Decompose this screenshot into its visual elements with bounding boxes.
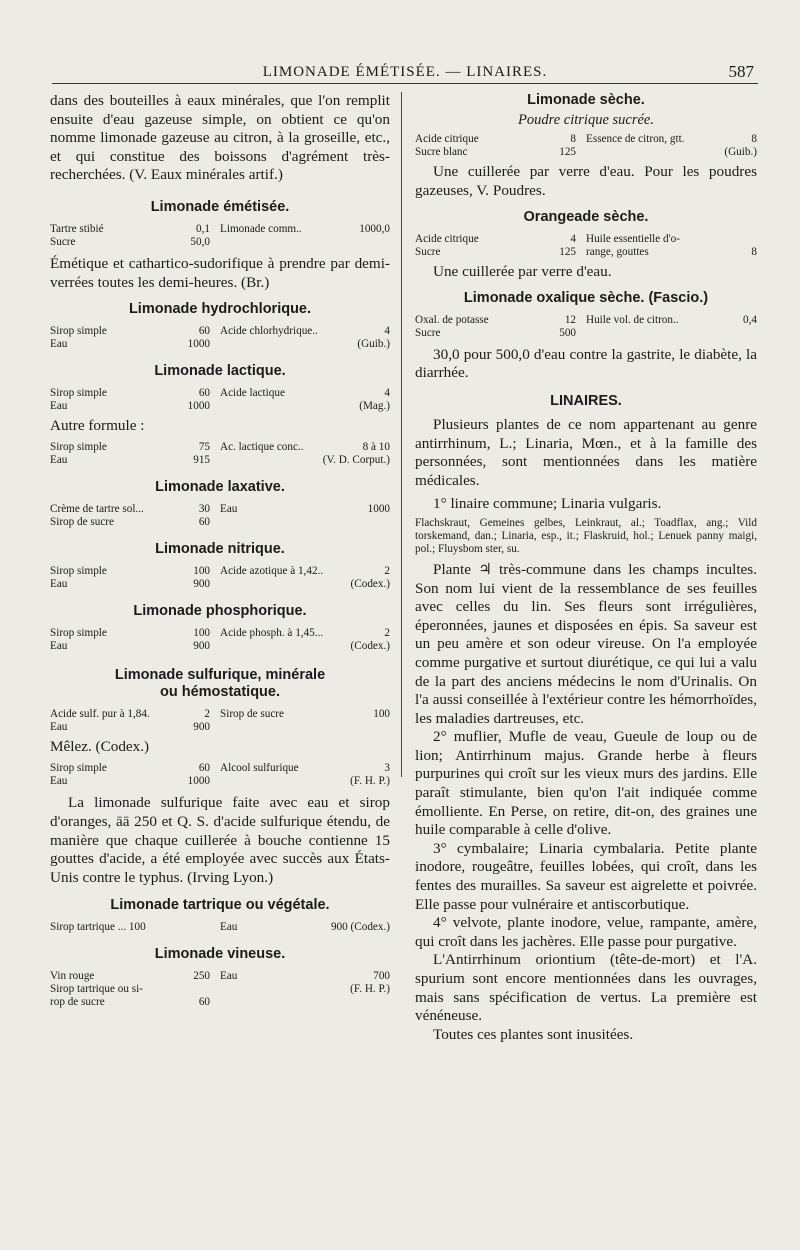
- ingredient-name: Sucre: [50, 235, 76, 248]
- recipe-cell: [50, 970, 220, 983]
- ingredient-name: Tartre stibié: [50, 222, 104, 235]
- ingredient-name: Sucre: [415, 246, 441, 259]
- recipe-table: [50, 325, 390, 351]
- recipe-cell: [50, 996, 220, 1009]
- ingredient-name: Acide citrique: [415, 133, 479, 145]
- ingredient-quantity: 4: [570, 233, 576, 246]
- recipe-cell: [220, 983, 390, 996]
- page-header: [52, 60, 758, 84]
- section-paragraph: Une cuillerée par verre d'eau.: [433, 263, 612, 281]
- section-title: Limonade hydrochlorique.: [128, 301, 312, 318]
- recipe-table: [50, 565, 390, 591]
- ingredient-quantity: 8 à 10: [362, 440, 390, 453]
- recipe-row: [50, 970, 390, 983]
- recipe-row: [50, 338, 390, 351]
- ingredient-name: Sirop simple: [50, 762, 107, 775]
- section-paragraph: 3° cymbalaire; Linaria cymbalaria. Petite plante inodore, rougeâtre, feuilles lobées, qui croît, dans les fentes des murailles. Sa saveur est aigrelette et poivrée. Elle passe pour vulnéraire et antiscorbutique.: [415, 839, 757, 913]
- recipe-cell: [50, 516, 220, 529]
- recipe-row: [50, 640, 390, 653]
- ingredient-quantity: (Guib.): [724, 146, 757, 158]
- recipe-cell: [50, 721, 220, 734]
- section-paragraph: Autre formule :: [50, 417, 145, 435]
- recipe-cell: [50, 503, 220, 516]
- section-paragraph: Mêlez. (Codex.): [50, 737, 150, 755]
- ingredient-name: Acide phosph. à 1,45...: [220, 626, 324, 639]
- recipe-table: [50, 387, 390, 413]
- recipe-cell: [50, 578, 220, 591]
- recipe-cell: [50, 983, 220, 996]
- section-title: Orangeade sèche.: [523, 209, 649, 226]
- recipe-cell: [220, 441, 390, 454]
- ingredient-name: Eau: [220, 502, 238, 515]
- ingredient-name: Limonade comm..: [220, 222, 302, 235]
- ingredient-name: Sirop de sucre: [50, 515, 115, 528]
- ingredient-quantity: 700: [373, 970, 390, 983]
- section-paragraph: 30,0 pour 500,0 d'eau contre la gastrite, le diabète, la diarrhée.: [415, 345, 757, 382]
- recipe-row: [50, 775, 390, 788]
- ingredient-quantity: 0,4: [743, 313, 757, 326]
- recipe-cell: [50, 325, 220, 338]
- ingredient-quantity: 4: [384, 325, 390, 338]
- recipe-cell: [586, 327, 757, 340]
- recipe-cell: [50, 441, 220, 454]
- ingredient-quantity: 30: [198, 502, 210, 515]
- section-paragraph: 2° muflier, Mufle de veau, Gueule de loup ou de lion; Antirrhinum majus. Grande herbe à fleurs purpurines qui croît sur les vieux murs des jardins. Elle paraît stimulante, bien qu'on l'ait indiquée comme émolliente. En Perse, on retire, dit-on, des graines une huile comparable à celle d'olive.: [415, 728, 757, 839]
- right-column: [415, 92, 757, 1044]
- section-title: Limonade émétisée.: [150, 198, 290, 215]
- ingredient-name: Eau: [50, 400, 68, 413]
- ingredient-quantity: (Codex.): [350, 577, 390, 590]
- ingredient-name: Acide sulf. pur à 1,84.: [50, 707, 150, 720]
- recipe-row: [50, 565, 390, 578]
- section-paragraph: L'Antirrhinum oriontium (tête-de-mort) et l'A. spurium sont encore mentionnées dans les ouvrages, mais sans spécification de vertus. La première est vénéneuse.: [415, 951, 757, 1025]
- recipe-row: [415, 314, 757, 327]
- recipe-cell: [50, 565, 220, 578]
- ingredient-quantity: 100: [193, 564, 210, 577]
- ingredient-quantity: 1000,0: [359, 222, 390, 235]
- recipe-row: [415, 327, 757, 340]
- recipe-table: [50, 708, 390, 734]
- recipe-cell: [220, 325, 390, 338]
- section-paragraph: Toutes ces plantes sont inusitées.: [433, 1025, 634, 1043]
- ingredient-quantity: 1000: [187, 338, 210, 351]
- ingredient-name: rop de sucre: [50, 996, 105, 1009]
- ingredient-quantity: 100: [193, 626, 210, 639]
- ingredient-quantity: 915: [193, 453, 210, 466]
- ingredient-quantity: 2: [384, 626, 390, 639]
- recipe-cell: [50, 454, 220, 467]
- ingredient-name: Vin rouge: [50, 970, 95, 983]
- ingredient-quantity: 125: [559, 246, 576, 259]
- ingredient-quantity: 100: [373, 707, 390, 720]
- recipe-cell: [220, 578, 390, 591]
- ingredient-name: Essence de citron, gtt.: [586, 133, 685, 145]
- intro-paragraph: dans des bouteilles à eaux minérales, que l'on remplit ensuite d'eau gazeuse simple, on obtient ce qu'on nomme limonade gazeuse au citron, à la groseille, etc., et qui constitue des boissons d'agrément très-recherchées. (V. Eaux minérales artif.): [50, 92, 390, 184]
- recipe-table: [50, 223, 390, 249]
- recipe-row: [50, 762, 390, 775]
- section-paragraph: Plusieurs plantes de ce nom appartenant au genre antirrhinum, L.; Linaria, Mœn., et à la famille des personnées, sont mentionnées dans les matière médicales.: [415, 415, 757, 489]
- recipe-cell: [415, 314, 586, 327]
- ingredient-name: Sirop simple: [50, 387, 107, 400]
- ingredient-quantity: 1000: [187, 775, 210, 788]
- recipe-cell: [220, 565, 390, 578]
- section-title: Limonade sulfurique, minérale: [114, 666, 326, 683]
- section-paragraph: 4° velvote, plante inodore, velue, rampante, amère, qui croît dans les jachères. Elle passe pour purgative.: [415, 914, 757, 950]
- ingredient-quantity: 8: [751, 246, 757, 259]
- recipe-row: [50, 983, 390, 996]
- recipe-cell: [220, 503, 390, 516]
- recipe-cell: [415, 233, 586, 246]
- recipe-row: [50, 325, 390, 338]
- ingredient-name: Sirop simple: [50, 626, 107, 639]
- recipe-table: [415, 233, 757, 259]
- ingredient-quantity: (Guib.): [357, 338, 390, 351]
- recipe-cell: [220, 387, 390, 400]
- ingredient-name: Eau: [50, 639, 68, 652]
- recipe-cell: [220, 721, 390, 734]
- recipe-row: [50, 627, 390, 640]
- recipe-table: [50, 970, 390, 1009]
- ingredient-name: Sirop tartrique ... 100: [50, 921, 146, 934]
- ingredient-name: Ac. lactique conc..: [220, 440, 304, 453]
- recipe-cell: [586, 146, 757, 159]
- recipe-cell: [220, 762, 390, 775]
- recipe-cell: [50, 338, 220, 351]
- recipe-cell: [220, 454, 390, 467]
- section-title: Limonade tartrique ou végétale.: [110, 897, 330, 914]
- section-title: Limonade laxative.: [155, 478, 285, 495]
- recipe-cell: [50, 640, 220, 653]
- recipe-cell: [50, 762, 220, 775]
- ingredient-name: Eau: [50, 338, 68, 351]
- section-paragraph: Plante ♃ très-commune dans les champs incultes. Son nom lui vient de la ressemblance de ses feuilles avec celles du lin. Ses fleurs sont irrégulières, éperonnées, jaunes et disposées en épis. Sa saveur est un peu amère et son odeur vireuse. On l'a employée comme purgative et surtout diurétique, ce qui lui a valu de la part des anciens médecins le nom d'Urinalis. On l'a aussi conseillée à l'extérieur contre les hémorrhoïdes, les maladies dartreuses, etc.: [415, 560, 757, 727]
- section-title: LINAIRES.: [550, 392, 622, 409]
- section-title: Limonade sèche.: [527, 92, 645, 108]
- recipe-cell: [220, 708, 390, 721]
- ingredient-quantity: 8: [570, 133, 576, 145]
- ingredient-quantity: (Codex.): [350, 639, 390, 652]
- ingredient-quantity: (Mag.): [359, 400, 390, 413]
- recipe-cell: [50, 627, 220, 640]
- ingredient-quantity: 60: [198, 762, 210, 775]
- ingredient-name: Crème de tartre sol...: [50, 502, 144, 515]
- ingredient-name: Huile essentielle d'o-: [586, 233, 680, 246]
- recipe-row: [50, 387, 390, 400]
- ingredient-name: Eau: [50, 577, 68, 590]
- recipe-row: [50, 503, 390, 516]
- section-title: Limonade nitrique.: [155, 540, 285, 557]
- recipe-cell: [50, 708, 220, 721]
- recipe-cell: [586, 314, 757, 327]
- section-paragraph: 1° linaire commune; Linaria vulgaris.: [433, 495, 662, 513]
- ingredient-name: Sirop tartrique ou si-: [50, 983, 143, 996]
- section-title: Limonade oxalique sèche. (Fascio.): [463, 289, 709, 306]
- recipe-cell: [50, 921, 220, 934]
- recipe-cell: [586, 233, 757, 246]
- recipe-table: [50, 762, 390, 788]
- ingredient-quantity: 250: [193, 970, 210, 983]
- ingredient-quantity: 50,0: [190, 235, 210, 248]
- ingredient-name: Acide lactique: [220, 387, 285, 400]
- recipe-cell: [220, 996, 390, 1009]
- recipe-cell: [220, 640, 390, 653]
- ingredient-name: Sirop simple: [50, 440, 107, 453]
- ingredient-quantity: 0,1: [196, 222, 210, 235]
- recipe-cell: [220, 516, 390, 529]
- ingredient-name: Eau: [220, 970, 238, 983]
- section-title: Limonade vineuse.: [154, 946, 286, 963]
- ingredient-name: Eau: [50, 453, 68, 466]
- header-rule: [52, 83, 758, 84]
- recipe-row: [50, 454, 390, 467]
- recipe-table: [50, 921, 390, 934]
- recipe-cell: [50, 387, 220, 400]
- recipe-cell: [220, 223, 390, 236]
- ingredient-name: Huile vol. de citron..: [586, 313, 679, 326]
- recipe-row: [50, 400, 390, 413]
- ingredient-quantity: 900: [193, 720, 210, 733]
- recipe-cell: [415, 327, 586, 340]
- recipe-cell: [220, 627, 390, 640]
- ingredient-name: Alcool sulfurique: [220, 762, 299, 775]
- recipe-table: [50, 627, 390, 653]
- ingredient-name: Sirop simple: [50, 564, 107, 577]
- recipe-row: [415, 146, 757, 159]
- ingredient-name: Acide chlorhydrique..: [220, 325, 318, 338]
- recipe-row: [50, 236, 390, 249]
- recipe-row: [50, 921, 390, 934]
- recipe-cell: [50, 400, 220, 413]
- ingredient-quantity: 60: [198, 996, 210, 1009]
- recipe-table: [415, 133, 757, 159]
- recipe-table: [50, 503, 390, 529]
- ingredient-quantity: 900 (Codex.): [330, 921, 390, 934]
- ingredient-name: Oxal. de potasse: [415, 313, 489, 326]
- recipe-table: [415, 314, 757, 340]
- recipe-cell: [220, 970, 390, 983]
- ingredient-name: Acide citrique: [415, 233, 479, 246]
- ingredient-quantity: (F. H. P.): [350, 983, 390, 996]
- recipe-cell: [220, 921, 390, 934]
- ingredient-name: Acide azotique à 1,42..: [220, 564, 324, 577]
- ingredient-quantity: 3: [384, 762, 390, 775]
- recipe-cell: [586, 133, 757, 146]
- left-column: [50, 92, 390, 1009]
- recipe-cell: [50, 236, 220, 249]
- ingredient-quantity: 75: [198, 440, 210, 453]
- ingredient-name: Sirop de sucre: [220, 707, 285, 720]
- section-paragraph: Une cuillerée par verre d'eau. Pour les poudres gazeuses, V. Poudres.: [415, 163, 757, 199]
- ingredient-name: Sirop simple: [50, 325, 107, 338]
- synonyms-paragraph: Flachskraut, Gemeines gelbes, Leinkraut, al.; Toadflax, ang.; Vild torskemand, dan.; Linaria, esp., it.; Flaskruid, hol.; Lenuek panny maigi, pol.; Fluysbom ster, su.: [415, 516, 757, 555]
- recipe-row: [415, 133, 757, 146]
- ingredient-quantity: 60: [198, 387, 210, 400]
- ingredient-quantity: (V. D. Corput.): [322, 453, 390, 466]
- ingredient-quantity: 1000: [187, 400, 210, 413]
- recipe-cell: [586, 246, 757, 259]
- recipe-row: [50, 721, 390, 734]
- recipe-row: [50, 223, 390, 236]
- recipe-row: [50, 708, 390, 721]
- section-paragraph: La limonade sulfurique faite avec eau et sirop d'oranges, āā 250 et Q. S. d'acide sulfurique étendu, de manière que chaque cuillerée à bouche contienne 15 gouttes d'acide, a été employée avec succès aux États-Unis contre le typhus. (Irving Lyon.): [50, 794, 390, 886]
- section-paragraph: Émétique et cathartico-sudorifique à prendre par demi-verrées toutes les demi-heures. (Br.): [50, 254, 390, 291]
- ingredient-name: Eau: [220, 921, 238, 934]
- recipe-row: [415, 233, 757, 246]
- ingredient-quantity: 12: [564, 313, 576, 326]
- column-divider: [401, 92, 402, 777]
- ingredient-quantity: 4: [384, 387, 390, 400]
- ingredient-quantity: 1000: [367, 502, 390, 515]
- ingredient-quantity: (F. H. P.): [350, 775, 390, 788]
- ingredient-name: Sucre blanc: [415, 146, 468, 158]
- ingredient-name: range, gouttes: [586, 246, 649, 259]
- ingredient-name: Eau: [50, 775, 68, 788]
- recipe-cell: [50, 775, 220, 788]
- recipe-cell: [220, 775, 390, 788]
- ingredient-quantity: 500: [559, 326, 576, 339]
- ingredient-quantity: 60: [198, 515, 210, 528]
- section-title: ou hémostatique.: [159, 683, 281, 700]
- recipe-cell: [415, 246, 586, 259]
- recipe-cell: [415, 146, 586, 159]
- recipe-row: [50, 516, 390, 529]
- recipe-cell: [50, 223, 220, 236]
- recipe-table: [50, 441, 390, 467]
- ingredient-name: Eau: [50, 720, 68, 733]
- recipe-cell: [415, 133, 586, 146]
- recipe-row: [50, 441, 390, 454]
- ingredient-quantity: 8: [751, 133, 757, 145]
- section-title: Limonade phosphorique.: [133, 602, 307, 619]
- ingredient-quantity: 900: [193, 577, 210, 590]
- ingredient-quantity: 60: [198, 325, 210, 338]
- ingredient-name: Sucre: [415, 326, 441, 339]
- page-number: 587: [728, 62, 754, 81]
- section-subtitle: Poudre citrique sucrée.: [518, 112, 654, 128]
- recipe-row: [50, 578, 390, 591]
- running-title: LIMONADE ÉMÉTISÉE. — LINAIRES.: [262, 64, 548, 80]
- recipe-cell: [220, 338, 390, 351]
- recipe-cell: [220, 400, 390, 413]
- ingredient-quantity: 2: [204, 707, 210, 720]
- section-title: Limonade lactique.: [154, 363, 286, 380]
- ingredient-quantity: 2: [384, 564, 390, 577]
- recipe-cell: [220, 236, 390, 249]
- ingredient-quantity: 900: [193, 639, 210, 652]
- ingredient-quantity: 125: [559, 146, 576, 158]
- recipe-row: [415, 246, 757, 259]
- recipe-row: [50, 996, 390, 1009]
